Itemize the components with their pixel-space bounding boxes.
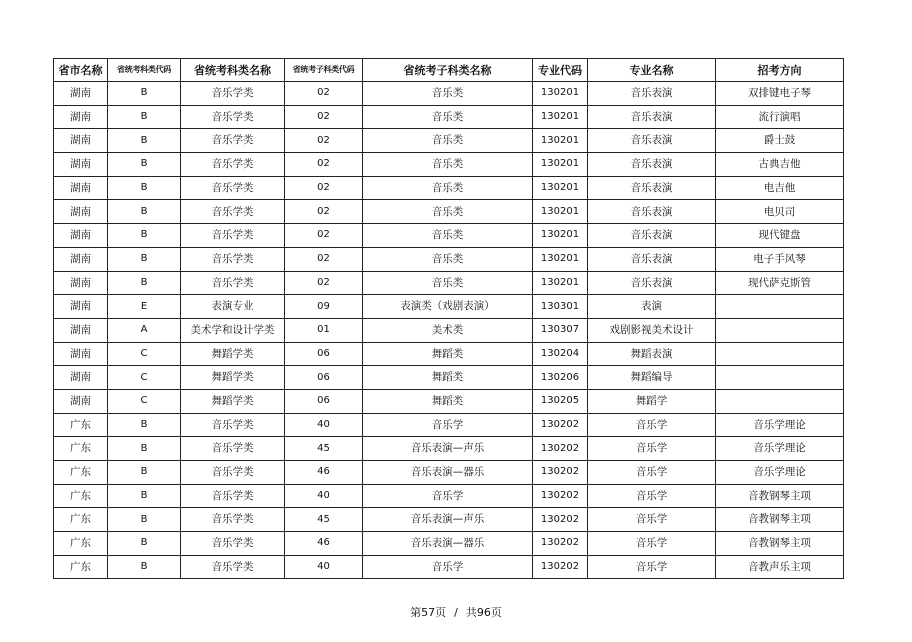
major-code-cell: 130201	[533, 247, 588, 271]
table-row	[54, 82, 844, 106]
exam-subcategory-code-cell: 06	[285, 342, 363, 366]
admission-direction-cell: 音乐学理论	[716, 437, 844, 461]
major-code-cell: 130202	[533, 461, 588, 485]
exam-subcategory-name-cell: 音乐表演—声乐	[363, 508, 533, 532]
exam-category-name-cell: 音乐学类	[181, 224, 285, 248]
exam-category-name-cell: 音乐学类	[181, 129, 285, 153]
major-code-cell: 130201	[533, 271, 588, 295]
major-name-cell: 音乐表演	[588, 105, 716, 129]
major-name-cell: 表演	[588, 295, 716, 319]
major-name-cell: 音乐表演	[588, 247, 716, 271]
exam-category-name-cell: 音乐学类	[181, 484, 285, 508]
exam-category-code-cell: B	[108, 224, 181, 248]
page-separator: /	[454, 606, 458, 619]
exam-subcategory-name-cell: 音乐学	[363, 484, 533, 508]
exam-category-name-cell: 音乐学类	[181, 508, 285, 532]
exam-category-name-cell: 表演专业	[181, 295, 285, 319]
table-row	[54, 271, 844, 295]
exam-category-name-cell: 美术学和设计学类	[181, 318, 285, 342]
exam-subcategory-code-cell: 02	[285, 105, 363, 129]
page-footer	[0, 604, 912, 620]
province-cell: 广东	[54, 532, 108, 556]
admission-direction-cell: 音乐学理论	[716, 461, 844, 485]
admission-direction-cell: 电贝司	[716, 200, 844, 224]
major-code-cell: 130201	[533, 129, 588, 153]
table-row	[54, 224, 844, 248]
exam-category-name-cell: 音乐学类	[181, 461, 285, 485]
exam-category-name-cell: 音乐学类	[181, 82, 285, 106]
exam-subcategory-code-cell: 45	[285, 508, 363, 532]
exam-category-code-cell: B	[108, 247, 181, 271]
table-row	[54, 247, 844, 271]
admission-direction-cell: 流行演唱	[716, 105, 844, 129]
exam-category-code-cell: B	[108, 176, 181, 200]
major-name-cell: 舞蹈学	[588, 389, 716, 413]
exam-category-code-cell: B	[108, 82, 181, 106]
exam-category-code-cell: C	[108, 389, 181, 413]
major-name-cell: 音乐学	[588, 413, 716, 437]
province-cell: 广东	[54, 555, 108, 579]
major-code-cell: 130201	[533, 200, 588, 224]
major-name-cell: 舞蹈编导	[588, 366, 716, 390]
table-header-row	[54, 59, 844, 82]
province-cell: 湖南	[54, 176, 108, 200]
province-cell: 湖南	[54, 82, 108, 106]
exam-subcategory-code-cell: 06	[285, 366, 363, 390]
province-cell: 广东	[54, 437, 108, 461]
header-major-code: 专业代码	[533, 59, 588, 82]
table-row	[54, 366, 844, 390]
table-row	[54, 508, 844, 532]
major-code-cell: 130201	[533, 82, 588, 106]
header-exam-subcategory-name: 省统考子科类名称	[363, 59, 533, 82]
admission-direction-cell: 爵士鼓	[716, 129, 844, 153]
province-cell: 湖南	[54, 105, 108, 129]
admission-direction-cell	[716, 295, 844, 319]
major-name-cell: 音乐表演	[588, 129, 716, 153]
exam-category-name-cell: 音乐学类	[181, 105, 285, 129]
exam-subcategory-name-cell: 音乐类	[363, 224, 533, 248]
province-cell: 湖南	[54, 295, 108, 319]
current-page-label: 第57页	[410, 606, 447, 619]
major-code-cell: 130205	[533, 389, 588, 413]
exam-category-code-cell: E	[108, 295, 181, 319]
admission-direction-cell: 电子手风琴	[716, 247, 844, 271]
table-row	[54, 484, 844, 508]
exam-subcategory-name-cell: 音乐类	[363, 105, 533, 129]
exam-subcategory-code-cell: 02	[285, 153, 363, 177]
major-code-cell: 130202	[533, 413, 588, 437]
exam-category-name-cell: 音乐学类	[181, 532, 285, 556]
admission-direction-cell: 音乐学理论	[716, 413, 844, 437]
province-cell: 湖南	[54, 224, 108, 248]
province-cell: 广东	[54, 508, 108, 532]
exam-category-code-cell: C	[108, 366, 181, 390]
province-cell: 湖南	[54, 271, 108, 295]
major-code-cell: 130301	[533, 295, 588, 319]
major-code-cell: 130201	[533, 224, 588, 248]
exam-category-name-cell: 音乐学类	[181, 200, 285, 224]
exam-category-name-cell: 音乐学类	[181, 153, 285, 177]
province-cell: 湖南	[54, 200, 108, 224]
major-name-cell: 音乐学	[588, 555, 716, 579]
exam-category-name-cell: 舞蹈学类	[181, 366, 285, 390]
major-name-cell: 音乐学	[588, 508, 716, 532]
exam-category-name-cell: 舞蹈学类	[181, 342, 285, 366]
major-name-cell: 音乐学	[588, 461, 716, 485]
exam-category-name-cell: 音乐学类	[181, 271, 285, 295]
major-name-cell: 音乐学	[588, 532, 716, 556]
exam-category-code-cell: B	[108, 129, 181, 153]
header-province-name: 省市名称	[54, 59, 108, 82]
major-code-cell: 130201	[533, 105, 588, 129]
table-body	[54, 82, 844, 579]
exam-category-code-cell: B	[108, 555, 181, 579]
exam-subcategory-name-cell: 音乐表演—器乐	[363, 461, 533, 485]
province-cell: 湖南	[54, 153, 108, 177]
admission-direction-cell: 电吉他	[716, 176, 844, 200]
exam-subcategory-name-cell: 音乐学	[363, 413, 533, 437]
admissions-table-container	[53, 58, 843, 579]
table-row	[54, 105, 844, 129]
province-cell: 湖南	[54, 366, 108, 390]
major-code-cell: 130206	[533, 366, 588, 390]
table-row	[54, 342, 844, 366]
major-name-cell: 音乐表演	[588, 153, 716, 177]
header-exam-subcategory-code: 省统考子科类代码	[285, 59, 363, 82]
admission-direction-cell: 现代萨克斯管	[716, 271, 844, 295]
exam-subcategory-name-cell: 表演类（戏剧表演）	[363, 295, 533, 319]
table-row	[54, 200, 844, 224]
header-admission-direction: 招考方向	[716, 59, 844, 82]
province-cell: 广东	[54, 413, 108, 437]
admission-direction-cell: 现代键盘	[716, 224, 844, 248]
admissions-table	[53, 58, 844, 579]
major-code-cell: 130202	[533, 508, 588, 532]
province-cell: 湖南	[54, 318, 108, 342]
exam-category-code-cell: B	[108, 484, 181, 508]
exam-category-name-cell: 舞蹈学类	[181, 389, 285, 413]
major-name-cell: 音乐学	[588, 484, 716, 508]
province-cell: 湖南	[54, 247, 108, 271]
exam-subcategory-code-cell: 02	[285, 82, 363, 106]
exam-subcategory-code-cell: 02	[285, 224, 363, 248]
major-name-cell: 音乐学	[588, 437, 716, 461]
table-row	[54, 318, 844, 342]
exam-subcategory-name-cell: 舞蹈类	[363, 342, 533, 366]
admission-direction-cell	[716, 342, 844, 366]
major-code-cell: 130204	[533, 342, 588, 366]
major-code-cell: 130202	[533, 484, 588, 508]
major-name-cell: 戏剧影视美术设计	[588, 318, 716, 342]
province-cell: 广东	[54, 461, 108, 485]
major-name-cell: 音乐表演	[588, 224, 716, 248]
admission-direction-cell: 音教声乐主项	[716, 555, 844, 579]
table-row	[54, 437, 844, 461]
table-row	[54, 176, 844, 200]
exam-subcategory-name-cell: 音乐表演—器乐	[363, 532, 533, 556]
major-name-cell: 音乐表演	[588, 271, 716, 295]
exam-subcategory-name-cell: 音乐学	[363, 555, 533, 579]
major-name-cell: 音乐表演	[588, 176, 716, 200]
exam-subcategory-code-cell: 40	[285, 413, 363, 437]
exam-category-code-cell: B	[108, 413, 181, 437]
table-row	[54, 129, 844, 153]
exam-category-code-cell: B	[108, 153, 181, 177]
exam-category-name-cell: 音乐学类	[181, 437, 285, 461]
exam-subcategory-name-cell: 音乐类	[363, 176, 533, 200]
exam-subcategory-code-cell: 06	[285, 389, 363, 413]
exam-subcategory-name-cell: 美术类	[363, 318, 533, 342]
admission-direction-cell	[716, 389, 844, 413]
exam-category-code-cell: C	[108, 342, 181, 366]
province-cell: 广东	[54, 484, 108, 508]
exam-subcategory-name-cell: 音乐表演—声乐	[363, 437, 533, 461]
major-name-cell: 音乐表演	[588, 200, 716, 224]
exam-subcategory-name-cell: 音乐类	[363, 82, 533, 106]
exam-category-code-cell: B	[108, 532, 181, 556]
exam-category-code-cell: B	[108, 105, 181, 129]
exam-subcategory-name-cell: 音乐类	[363, 200, 533, 224]
province-cell: 湖南	[54, 129, 108, 153]
province-cell: 湖南	[54, 342, 108, 366]
header-exam-category-code: 省统考科类代码	[108, 59, 181, 82]
table-row	[54, 461, 844, 485]
exam-subcategory-code-cell: 40	[285, 484, 363, 508]
table-row	[54, 153, 844, 177]
major-code-cell: 130202	[533, 555, 588, 579]
exam-category-name-cell: 音乐学类	[181, 176, 285, 200]
table-row	[54, 555, 844, 579]
exam-subcategory-name-cell: 音乐类	[363, 271, 533, 295]
major-code-cell: 130202	[533, 437, 588, 461]
exam-subcategory-code-cell: 45	[285, 437, 363, 461]
exam-subcategory-name-cell: 舞蹈类	[363, 366, 533, 390]
major-name-cell: 音乐表演	[588, 82, 716, 106]
admission-direction-cell: 音教钢琴主项	[716, 532, 844, 556]
exam-subcategory-code-cell: 02	[285, 129, 363, 153]
exam-subcategory-code-cell: 02	[285, 176, 363, 200]
exam-subcategory-code-cell: 01	[285, 318, 363, 342]
major-name-cell: 舞蹈表演	[588, 342, 716, 366]
exam-subcategory-code-cell: 46	[285, 461, 363, 485]
exam-subcategory-code-cell: 02	[285, 247, 363, 271]
admission-direction-cell	[716, 318, 844, 342]
header-major-name: 专业名称	[588, 59, 716, 82]
exam-subcategory-code-cell: 40	[285, 555, 363, 579]
exam-category-code-cell: B	[108, 461, 181, 485]
major-code-cell: 130202	[533, 532, 588, 556]
admission-direction-cell: 音教钢琴主项	[716, 508, 844, 532]
exam-subcategory-name-cell: 音乐类	[363, 153, 533, 177]
exam-subcategory-name-cell: 音乐类	[363, 129, 533, 153]
exam-category-code-cell: B	[108, 271, 181, 295]
table-row	[54, 532, 844, 556]
exam-subcategory-code-cell: 46	[285, 532, 363, 556]
admission-direction-cell: 双排键电子琴	[716, 82, 844, 106]
exam-subcategory-code-cell: 02	[285, 271, 363, 295]
exam-subcategory-code-cell: 09	[285, 295, 363, 319]
table-row	[54, 389, 844, 413]
exam-category-code-cell: B	[108, 508, 181, 532]
exam-category-code-cell: B	[108, 200, 181, 224]
province-cell: 湖南	[54, 389, 108, 413]
major-code-cell: 130307	[533, 318, 588, 342]
major-code-cell: 130201	[533, 153, 588, 177]
exam-subcategory-name-cell: 舞蹈类	[363, 389, 533, 413]
header-exam-category-name: 省统考科类名称	[181, 59, 285, 82]
exam-category-code-cell: A	[108, 318, 181, 342]
exam-category-name-cell: 音乐学类	[181, 247, 285, 271]
exam-category-name-cell: 音乐学类	[181, 555, 285, 579]
total-pages-label: 共96页	[465, 606, 502, 619]
exam-category-name-cell: 音乐学类	[181, 413, 285, 437]
admission-direction-cell: 音教钢琴主项	[716, 484, 844, 508]
admission-direction-cell: 古典吉他	[716, 153, 844, 177]
admission-direction-cell	[716, 366, 844, 390]
table-row	[54, 413, 844, 437]
table-row	[54, 295, 844, 319]
major-code-cell: 130201	[533, 176, 588, 200]
exam-subcategory-code-cell: 02	[285, 200, 363, 224]
exam-subcategory-name-cell: 音乐类	[363, 247, 533, 271]
exam-category-code-cell: B	[108, 437, 181, 461]
